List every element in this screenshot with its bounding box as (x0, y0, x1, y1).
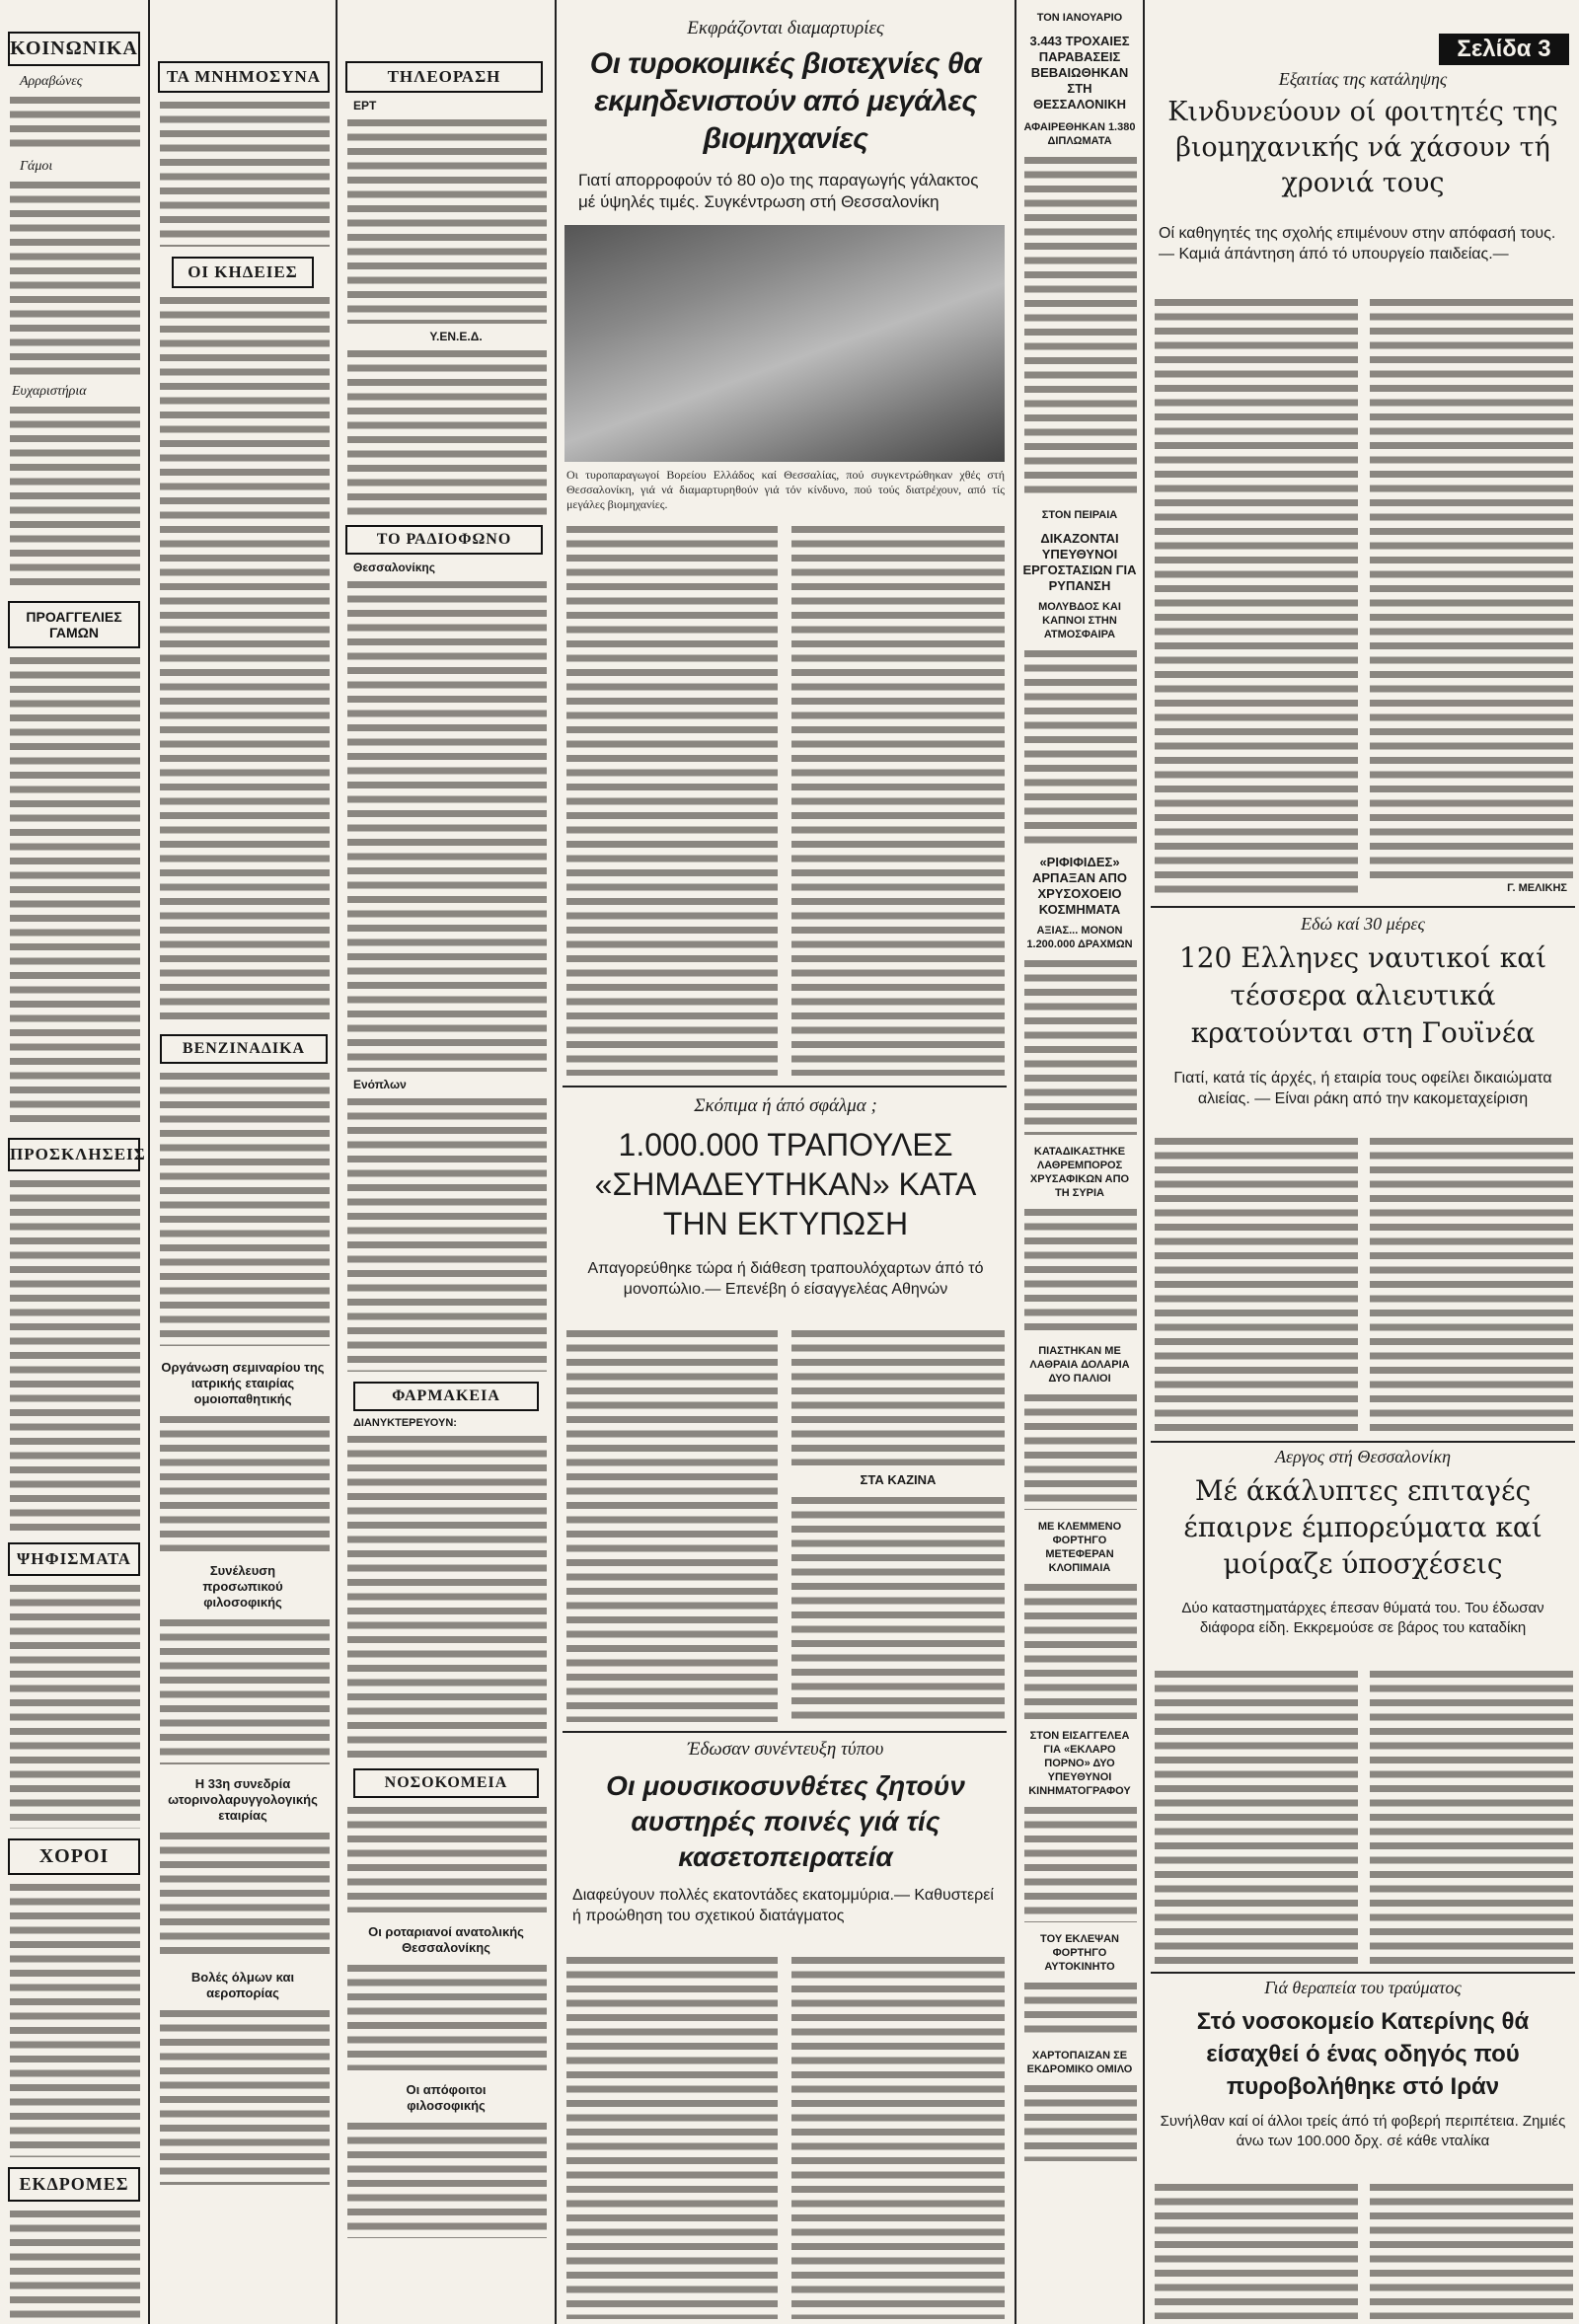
yened-text (347, 347, 547, 515)
enoplon-text (347, 1095, 547, 1372)
thessaloniki-label: Θεσσαλονίκης (353, 561, 435, 574)
mousikosynthetes-body-right (791, 1954, 1005, 2319)
synedria-text (160, 1830, 330, 1958)
epitages-body-left (1155, 1668, 1358, 1964)
syria-headline: ΚΑΤΑΔΙΚΑΣΤΗΚΕ ΛΑΘΡΕΜΠΟΡΟΣ ΧΡΥΣΑΦΙΚΩΝ ΑΠΟ ΤΗ ΣΥΡΙΑ (1029, 1146, 1130, 1199)
katerini-deck: Συνήλθαν καί οί άλλοι τρείς άπό τή φοβερή περιπέτεια. Ζημιές άνω των 100.000 δρχ. σέ κάθε νταλίκα (1160, 2113, 1566, 2149)
benzinadika-text (160, 1070, 330, 1346)
trapoules-kicker: Σκόπιμα ή άπό σφάλμα ; (694, 1095, 877, 1116)
trapoules-deck: Απαγορεύθηκε τώρα ή διάθεση τραπουλόχαρτων άπό τό μονοπώλιο.— Επενέβη ό είσαγγελέας Αθηνών (587, 1260, 984, 1298)
psifismata-text (10, 1582, 140, 1829)
naftikoi-body-left (1155, 1135, 1358, 1431)
gamoi-text (10, 179, 140, 376)
prosklhseis-text (10, 1177, 140, 1533)
mousikosynthetes-deck: Διαφεύγουν πολλές εκατοντάδες εκατομμύρια.— Καθυστερεί ή προώθηση του σχετικού διατάγματος (572, 1887, 994, 1924)
porno-text (1024, 1804, 1137, 1922)
trapoules-body-right (791, 1327, 1005, 1465)
porno-headline: ΣΤΟΝ ΕΙΣΑΓΓΕΛΕΑ ΓΙΑ «ΕΚΛΑΡΟ ΠΟΡΝΟ» ΔΥΟ ΥΠΕΥΘΥΝΟΙ ΚΙΝΗΜΑΤΟΓΡΑΦΟΥ (1028, 1730, 1131, 1797)
seminario-heading: Οργάνωση σεμιναρίου της ιατρικής εταιρίας ομοιοπαθητικής (161, 1360, 325, 1406)
volta-heading: Βολές όλμων και αεροπορίας (190, 1970, 295, 2000)
trapoules-body-left (566, 1327, 778, 1722)
katerini-headline: Στό νοσοκομείο Κατερίνης θά είσαχθεί ό ένας οδηγός πού πυροβολήθηκε στό Ιράν (1196, 2008, 1530, 2100)
foitites-byline: Γ. ΜΕΛΙΚΗΣ (1507, 882, 1567, 894)
tyrokomikes-body-left (566, 523, 778, 1076)
ert-label: ΕΡΤ (353, 99, 377, 112)
epitages-deck: Δύο καταστηματάρχες έπεσαν θύματά του. Του έδωσαν διάφορα είδη. Εκκρεμούσε σε βάρος του καταδίκη (1181, 1600, 1544, 1636)
syneleysi-text (160, 1616, 330, 1764)
trochaies-text (1024, 154, 1137, 499)
ekdromes-text (10, 2208, 140, 2324)
ekdromes-header: ΕΚΔΡΟΜΕΣ (8, 2167, 140, 2202)
january-dateline: ΤΟΝ ΙΑΝΟΥΑΡΙΟ (1036, 12, 1123, 24)
arravones-label: Αρραβώνες (20, 74, 83, 89)
rotarianoi-heading: Οι ροταριανοί ανατολικής Θεσσαλονίκης (368, 1924, 524, 1955)
apofitoi-text (347, 2120, 547, 2238)
rypansi-sub: ΜΟΛΥΒΔΟΣ ΚΑΙ ΚΑΠΝΟΙ ΣΤΗΝ ΑΤΜΟΣΦΑΙΡΑ (1038, 601, 1121, 640)
nosokomeia-header: ΝΟΣΟΚΟΜΕΙΑ (353, 1768, 539, 1798)
dolaria-text (1024, 1391, 1137, 1510)
rotarianoi-text (347, 1962, 547, 2070)
column-short-news (1018, 0, 1141, 2324)
epitages-body-right (1370, 1668, 1573, 1964)
farmakeia-text (347, 1433, 547, 1759)
arravones-text (10, 94, 140, 153)
seminario-text (160, 1413, 330, 1551)
ert-text (347, 116, 547, 324)
eucharistiria-text (10, 404, 140, 591)
proaggelies-header: ΠΡΟΑΓΓΕΛΙΕΣ ΓΑΜΩΝ (8, 601, 140, 648)
rypansi-text (1024, 647, 1137, 845)
tyrokomikes-body-right (791, 523, 1005, 1076)
foitites-body-left (1155, 296, 1358, 898)
synedria-heading: Η 33η συνεδρία ωτορινολαρυγγολογικής εταιρίας (168, 1776, 318, 1823)
katerini-body-right (1370, 2181, 1573, 2319)
trochaies-headline: 3.443 ΤΡΟΧΑΙΕΣ ΠΑΡΑΒΑΣΕΙΣ ΒΕΒΑΙΩΘΗΚΑΝ ΣΤΗ ΘΕΣΣΑΛΟΝΙΚΗ (1029, 34, 1130, 112)
syria-text (1024, 1206, 1137, 1334)
benzinadika-header: ΒΕΝΖΙΝΑΔΙΚΑ (160, 1034, 328, 1064)
trochaies-sub: ΑΦΑΙΡΕΘΗΚΑΝ 1.380 ΔΙΠΛΩΜΑΤΑ (1023, 121, 1136, 147)
mousikosynthetes-headline: Οι μουσικοσυνθέτες ζητούν αυστηρές ποινές γιά τίς κασετοπειρατεία (606, 1770, 965, 1872)
eklepsan-headline: ΤΟΥ ΕΚΛΕΨΑΝ ΦΟΡΤΗΓΟ ΑΥΤΟΚΙΝΗΤΟ (1040, 1933, 1119, 1973)
fortigo-text (1024, 1581, 1137, 1719)
nosokomeia-text (347, 1804, 547, 1912)
katerini-kicker: Γιά θεραπεία του τραύματος (1264, 1978, 1462, 1997)
volta-text (160, 2007, 330, 2185)
kazino-text (791, 1494, 1005, 1723)
column-center (559, 0, 1013, 2324)
page-number-badge: Σελίδα 3 (1439, 34, 1569, 65)
foitites-kicker: Εξαιτίας της κατάληψης (1278, 69, 1448, 89)
foitites-body-right (1370, 296, 1573, 878)
tileorasi-header: ΤΗΛΕΟΡΑΣΗ (345, 61, 543, 93)
chartopaizan-text (1024, 2082, 1137, 2161)
radiofono-header: ΤΟ ΡΑΔΙΟΦΩΝΟ (345, 525, 543, 555)
eucharistiria-label: Ευχαριστήρια (12, 384, 87, 399)
naftikoi-headline: 120 Ελληνες ναυτικοί καί τέσσερα αλιευτικά κρατούνται στη Γουϊνέα (1178, 941, 1547, 1049)
kideies-text (160, 294, 330, 1024)
proaggelies-text (10, 654, 140, 1128)
fortigo-headline: ΜΕ ΚΛΕΜΜΕΝΟ ΦΟΡΤΗΓΟ ΜΕΤΕΦΕΡΑΝ ΚΛΟΠΙΜΑΙΑ (1037, 1521, 1122, 1574)
epitages-headline: Μέ άκάλυπτες επιταγές έπαιρνε έμπορεύματα καί μοίραζε ύποσχέσεις (1183, 1474, 1542, 1580)
katerini-body-left (1155, 2181, 1358, 2319)
column-right (1147, 0, 1579, 2324)
naftikoi-deck: Γιατί, κατά τίς άρχές, ή εταιρία τους οφείλει δικαιώματα αλιείας. — Είναι ράκη από την κακομεταχείριση (1173, 1070, 1552, 1107)
kideies-header: ΟΙ ΚΗΔΕΙΕΣ (172, 257, 314, 288)
column-classifieds (0, 0, 146, 2324)
column-broadcast (339, 0, 553, 2324)
tyrokomikes-headline: Οι τυροκομικές βιοτεχνίες θα εκμηδενιστούν από μεγάλες βιομηχανίες (589, 47, 982, 155)
apofitoi-heading: Οι απόφοιτοι φιλοσοφικής (406, 2082, 487, 2113)
kazino-heading: ΣΤΑ ΚΑΖΙΝΑ (860, 1472, 937, 1487)
mnimosyna-header: ΤΑ ΜΝΗΜΟΣΥΝΑ (158, 61, 330, 93)
tyrokomikes-deck: Γιατί απορροφούν τό 80 ο)ο της παραγωγής γάλακτος μέ ύψηλές τιμές. Συγκέντρωση στή Θεσσαλονίκη (578, 171, 979, 211)
farmakeia-header: ΦΑΡΜΑΚΕΙΑ (353, 1382, 539, 1411)
chartopaizan-headline: ΧΑΡΤΟΠΑΙΖΑΝ ΣΕ ΕΚΔΡΟΜΙΚΟ ΟΜΙΛΟ (1026, 2050, 1133, 2075)
foitites-deck: Οί καθηγητές της σχολής επιμένουν στην απόφασή τους.— Καμιά άπάντηση άπό τό υπουργείο παιδείας.— (1159, 225, 1556, 262)
dolaria-headline: ΠΙΑΣΤΗΚΑΝ ΜΕ ΛΑΘΡΑΙΑ ΔΟΛΑΡΙΑ ΔΥΟ ΠΑΛΙΟΙ (1029, 1345, 1130, 1385)
xoroi-header: ΧΟΡΟΙ (8, 1838, 140, 1875)
rififides-headline: «ΡΙΦΙΦΙΔΕΣ» ΑΡΠΑΞΑΝ ΑΠΟ ΧΡΥΣΟΧΟΕΙΟ ΚΟΣΜΗΜΑΤΑ (1032, 855, 1127, 917)
naftikoi-body-right (1370, 1135, 1573, 1431)
psifismata-header: ΨΗΦΙΣΜΑΤΑ (8, 1542, 140, 1576)
koinonika-header: ΚΟΙΝΩΝΙΚΑ (8, 32, 140, 66)
tyrokomikes-caption: Οι τυροπαραγωγοί Βορείου Ελλάδος καί Θεσσαλίας, πού συγκεντρώθηκαν χθές στή Θεσσαλονίκη, γιά νά διαμαρτυρηθούν γιά τόν κίνδυνο, πού τούς διατρέχουν, από τίς μεγάλες βιομηχανίες. (566, 468, 1005, 511)
epitages-kicker: Αεργος στή Θεσσαλονίκη (1274, 1447, 1452, 1466)
prosklhseis-header: ΠΡΟΣΚΛΗΣΕΙΣ (8, 1138, 140, 1171)
rififides-text (1024, 957, 1137, 1135)
trapoules-headline: 1.000.000 ΤΡΑΠΟΥΛΕΣ «ΣΗΜΑΔΕΥΤΗΚΑΝ» ΚΑΤΑ ΤΗΝ ΕΚΤΥΠΩΣΗ (594, 1127, 977, 1241)
thessaloniki-text (347, 578, 547, 1072)
eklepsan-text (1024, 1980, 1137, 2039)
tyrokomikes-kicker: Εκφράζονται διαμαρτυρίες (687, 18, 884, 38)
rififides-sub: ΑΞΙΑΣ... ΜΟΝΟΝ 1.200.000 ΔΡΑΧΜΩΝ (1026, 925, 1133, 950)
mousikosynthetes-kicker: Έδωσαν συνέντευξη τύπου (687, 1739, 884, 1760)
syneleysi-heading: Συνέλευση προσωπικού φιλοσοφικής (202, 1563, 283, 1610)
diannykterevoun-label: ΔΙΑΝΥΚΤΕΡΕΥΟΥΝ: (353, 1417, 457, 1429)
peiraia-label-1: ΣΤΟΝ ΠΕΙΡΑΙΑ (1041, 509, 1118, 521)
column-notices (152, 0, 334, 2324)
cheesemakers-photo (564, 225, 1005, 462)
mnimosyna-text (160, 99, 330, 247)
rypansi-headline: ΔΙΚΑΖΟΝΤΑΙ ΥΠΕΥΘΥΝΟΙ ΕΡΓΟΣΤΑΣΙΩΝ ΓΙΑ ΡΥΠΑΝΣΗ (1022, 531, 1137, 593)
mousikosynthetes-body-left (566, 1954, 778, 2319)
yened-label: Υ.ΕΝ.Ε.Δ. (429, 330, 483, 343)
naftikoi-kicker: Εδώ καί 30 μέρες (1301, 914, 1425, 934)
gamoi-label: Γάμοι (20, 159, 53, 174)
enoplon-label: Ενόπλων (353, 1078, 407, 1091)
xoroi-text (10, 1881, 140, 2157)
foitites-headline: Κινδυνεύουν οί φοιτητές της βιομηχανικής νά χάσουν τή χρονιά τους (1167, 97, 1558, 198)
